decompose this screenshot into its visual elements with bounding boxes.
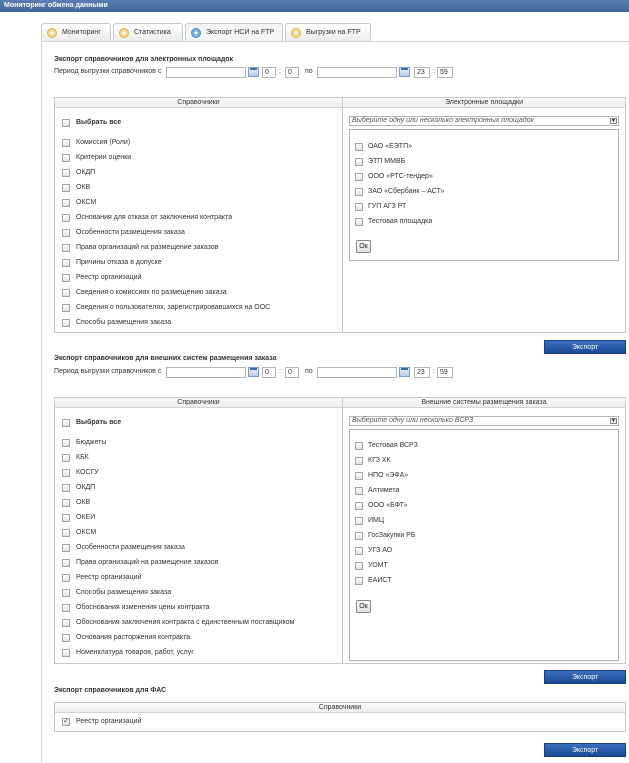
section1-item-checkbox[interactable] xyxy=(62,274,70,282)
section2-system-label: Тестовая ВСРЗ xyxy=(368,442,418,449)
tab-export-nsi-ftp-icon xyxy=(191,28,201,38)
section1-item-checkbox[interactable] xyxy=(62,319,70,327)
section1-platform-checkbox[interactable] xyxy=(355,203,363,211)
section2-system-checkbox[interactable] xyxy=(355,502,363,510)
section2-system-checkbox[interactable] xyxy=(355,517,363,525)
section2-item-checkbox[interactable] xyxy=(62,469,70,477)
section2-system-checkbox[interactable] xyxy=(355,562,363,570)
section2-system-checkbox[interactable] xyxy=(355,577,363,585)
section2-export-button[interactable]: Экспорт xyxy=(544,670,626,684)
section1-item-label: Основания для отказа от заключения контракта xyxy=(76,214,233,221)
section1-item-label: Сведения о комиссиях по размещению заказа xyxy=(76,289,227,296)
section2-column-divider xyxy=(342,398,343,663)
section2-item-checkbox[interactable] xyxy=(62,514,70,522)
section2-item-checkbox[interactable] xyxy=(62,559,70,567)
section1-item-checkbox[interactable] xyxy=(62,304,70,312)
section1-item-label: Причины отказа в допуске xyxy=(76,259,162,266)
section3-table xyxy=(54,702,626,732)
section1-item-label: Сведения о пользователях, зарегистрировавшихся на ООС xyxy=(76,304,271,311)
section2-system-checkbox[interactable] xyxy=(355,457,363,465)
section1-to-label: по xyxy=(305,68,313,75)
section1-platform-label: ЗАО «Сбербанк – АСТ» xyxy=(368,188,445,195)
section2-item-checkbox[interactable] xyxy=(62,484,70,492)
section2-to-calendar-icon[interactable] xyxy=(399,367,410,377)
section2-item-checkbox[interactable] xyxy=(62,574,70,582)
tab-ftp-uploads[interactable] xyxy=(285,23,371,41)
section1-platform-checkbox[interactable] xyxy=(355,143,363,151)
section3-header: Справочники xyxy=(55,703,625,713)
section1-item-label: Особенности размещения заказа xyxy=(76,229,185,236)
tab-export-nsi-ftp[interactable] xyxy=(185,23,283,42)
section2-system-checkbox[interactable] xyxy=(355,532,363,540)
section2-title: Экспорт справочников для внешних систем размещения заказа xyxy=(54,355,277,362)
section2-item-label: КОСГУ xyxy=(76,469,99,476)
section1-platform-list xyxy=(349,129,619,261)
tab-statistics-icon xyxy=(119,28,129,38)
chevron-down-icon[interactable]: ▼ xyxy=(611,118,616,124)
section2-item-label: ОКДП xyxy=(76,484,96,491)
section2-item-label: Права организаций на размещение заказов xyxy=(76,559,219,566)
section2-system-list xyxy=(349,429,619,661)
section1-from-time-separator: : xyxy=(279,68,281,75)
section1-export-button[interactable]: Экспорт xyxy=(544,340,626,354)
section2-system-label: ЕАИСТ xyxy=(368,577,392,584)
section1-item-label: Критерии оценки xyxy=(76,154,132,161)
section1-platform-checkbox[interactable] xyxy=(355,218,363,226)
section2-item-checkbox[interactable] xyxy=(62,604,70,612)
section2-from-hour-input[interactable]: 0 xyxy=(262,367,276,378)
section2-system-label: ГосЗакупки РБ xyxy=(368,532,416,539)
tab-monitoring[interactable] xyxy=(41,23,111,41)
section1-platform-select[interactable] xyxy=(349,116,619,126)
section1-from-minute-input[interactable]: 0 xyxy=(285,67,299,78)
section2-item-label: Бюджеты xyxy=(76,439,107,446)
section2-system-label: НПО «ЭФА» xyxy=(368,472,409,479)
section2-system-select[interactable] xyxy=(349,416,619,426)
section1-platform-checkbox[interactable] xyxy=(355,188,363,196)
section1-platform-label: Тестовая площадка xyxy=(368,218,433,225)
section2-item-label: КБК xyxy=(76,454,89,461)
section1-to-hour-input[interactable]: 23 xyxy=(414,67,430,78)
section3-export-button[interactable]: Экспорт xyxy=(544,743,626,757)
section1-to-calendar-icon[interactable] xyxy=(399,67,410,77)
section2-system-label: ИМЦ xyxy=(368,517,385,524)
section2-system-checkbox[interactable] xyxy=(355,442,363,450)
section1-platform-label: ОАО «ЕЭТП» xyxy=(368,143,412,150)
section1-platform-label: ГУП АГЗ РТ xyxy=(368,203,407,210)
section1-from-date-input[interactable] xyxy=(166,67,246,78)
section1-ok-button[interactable]: Ок xyxy=(356,240,371,253)
section1-platform-checkbox[interactable] xyxy=(355,158,363,166)
tab-ftp-uploads-label: Выгрузки на FTP xyxy=(306,29,361,36)
section2-item-checkbox[interactable] xyxy=(62,439,70,447)
section1-platform-label: ООО «РТС-тендер» xyxy=(368,173,433,180)
window-title: Мониторинг обмена данными xyxy=(0,0,629,12)
section1-platform-select-placeholder: Выберите одну или несколько электронных площадок xyxy=(352,117,534,124)
section2-from-date-input[interactable] xyxy=(166,367,246,378)
section2-ok-button[interactable]: Ок xyxy=(356,600,371,613)
section2-item-label: ОКВ xyxy=(76,499,91,506)
section2-item-checkbox[interactable] xyxy=(62,619,70,627)
tab-monitoring-icon xyxy=(47,28,57,38)
section1-item-checkbox[interactable] xyxy=(62,139,70,147)
section1-item-label: Права организаций на размещение заказов xyxy=(76,244,219,251)
section2-item-label: Обоснования изменения цены контракта xyxy=(76,604,210,611)
section2-system-label: ООО «БФТ» xyxy=(368,502,408,509)
section2-item-label: Номенклатура товаров, работ, услуг xyxy=(76,649,194,656)
section2-item-checkbox[interactable] xyxy=(62,649,70,657)
export-panel xyxy=(41,41,629,763)
section2-item-label: Реестр организаций xyxy=(76,574,142,581)
section2-item-checkbox[interactable] xyxy=(62,544,70,552)
section1-platform-checkbox[interactable] xyxy=(355,173,363,181)
section2-item-checkbox[interactable] xyxy=(62,499,70,507)
section1-item-label: ОКСМ xyxy=(76,199,97,206)
section2-item-label: Обоснования заключения контракта с единственным поставщиком xyxy=(76,619,295,626)
section2-item-checkbox[interactable] xyxy=(62,589,70,597)
section2-period-label: Период выгрузки справочников с xyxy=(54,368,162,375)
tab-monitoring-label: Мониторинг xyxy=(62,29,101,36)
chevron-down-icon[interactable]: ▼ xyxy=(611,418,616,424)
section1-item-checkbox[interactable] xyxy=(62,199,70,207)
section1-left-header: Справочники xyxy=(55,98,342,108)
section2-select-all-label: Выбрать все xyxy=(76,419,122,426)
section1-column-divider xyxy=(342,98,343,332)
section1-item-label: ОКВ xyxy=(76,184,91,191)
section1-title: Экспорт справочников для электронных площадок xyxy=(54,56,234,63)
section2-item-checkbox[interactable] xyxy=(62,454,70,462)
section2-from-minute-input[interactable]: 0 xyxy=(285,367,299,378)
section1-item-label: ОКДП xyxy=(76,169,96,176)
section1-item-checkbox[interactable] xyxy=(62,169,70,177)
section1-item-checkbox[interactable] xyxy=(62,229,70,237)
section1-from-hour-input[interactable]: 0 xyxy=(262,67,276,78)
section1-from-calendar-icon[interactable] xyxy=(248,67,259,77)
section1-item-checkbox[interactable] xyxy=(62,244,70,252)
section2-left-header: Справочники xyxy=(55,398,342,408)
section1-item-label: Реестр организаций xyxy=(76,274,142,281)
section1-item-checkbox[interactable] xyxy=(62,154,70,162)
section2-system-checkbox[interactable] xyxy=(355,487,363,495)
section2-system-checkbox[interactable] xyxy=(355,547,363,555)
section2-to-hour-input[interactable]: 23 xyxy=(414,367,430,378)
section2-item-label: Способы размещения заказа xyxy=(76,589,172,596)
section2-select-all-checkbox[interactable] xyxy=(62,419,70,427)
section2-item-checkbox[interactable] xyxy=(62,634,70,642)
section2-from-calendar-icon[interactable] xyxy=(248,367,259,377)
section1-item-checkbox[interactable] xyxy=(62,184,70,192)
section2-system-label: КГЗ ХК xyxy=(368,457,391,464)
tab-export-nsi-ftp-label: Экспорт НСИ на FTP xyxy=(206,29,275,36)
section2-item-checkbox[interactable] xyxy=(62,529,70,537)
section2-table xyxy=(54,397,626,664)
section1-item-label: Способы размещения заказа xyxy=(76,319,172,326)
section1-period-label: Период выгрузки справочников с xyxy=(54,68,162,75)
section2-item-label: Основания расторжения контракта xyxy=(76,634,191,641)
section3-item-label: Реестр организаций xyxy=(76,718,142,725)
section2-right-header: Внешние системы размещения заказа xyxy=(343,398,625,408)
section2-system-label: УОМТ xyxy=(368,562,388,569)
section2-system-label: Алтимета xyxy=(368,487,400,494)
tab-statistics-label: Статистика xyxy=(134,29,171,36)
section1-item-label: Комиссия (Роли) xyxy=(76,139,131,146)
section1-item-checkbox[interactable] xyxy=(62,214,70,222)
section2-system-label: УГЗ АО xyxy=(368,547,393,554)
tab-statistics[interactable] xyxy=(113,23,183,41)
section2-to-minute-input[interactable]: 59 xyxy=(437,367,453,378)
section1-item-checkbox[interactable] xyxy=(62,289,70,297)
section2-to-label: по xyxy=(305,368,313,375)
section2-to-time-separator: : xyxy=(433,368,435,375)
section2-item-label: Особенности размещения заказа xyxy=(76,544,185,551)
section2-to-date-input[interactable] xyxy=(317,367,397,378)
section1-select-all-label: Выбрать все xyxy=(76,119,122,126)
section2-item-label: ОКЕИ xyxy=(76,514,96,521)
section1-to-minute-input[interactable]: 59 xyxy=(437,67,453,78)
section1-right-header: Электронные площадки xyxy=(343,98,625,108)
section1-to-time-separator: : xyxy=(433,68,435,75)
tab-ftp-uploads-icon xyxy=(291,28,301,38)
section3-title: Экспорт справочников для ФАС xyxy=(54,687,167,694)
section1-table xyxy=(54,97,626,333)
section1-platform-label: ЭТП ММВБ xyxy=(368,158,406,165)
section1-select-all-checkbox[interactable] xyxy=(62,119,70,127)
section2-from-time-separator: : xyxy=(279,368,281,375)
section2-system-select-placeholder: Выберите одну или несколько ВСРЗ xyxy=(352,417,474,424)
section2-system-checkbox[interactable] xyxy=(355,472,363,480)
section2-item-label: ОКСМ xyxy=(76,529,97,536)
section3-item-checkbox[interactable] xyxy=(62,718,70,726)
section1-item-checkbox[interactable] xyxy=(62,259,70,267)
section1-to-date-input[interactable] xyxy=(317,67,397,78)
